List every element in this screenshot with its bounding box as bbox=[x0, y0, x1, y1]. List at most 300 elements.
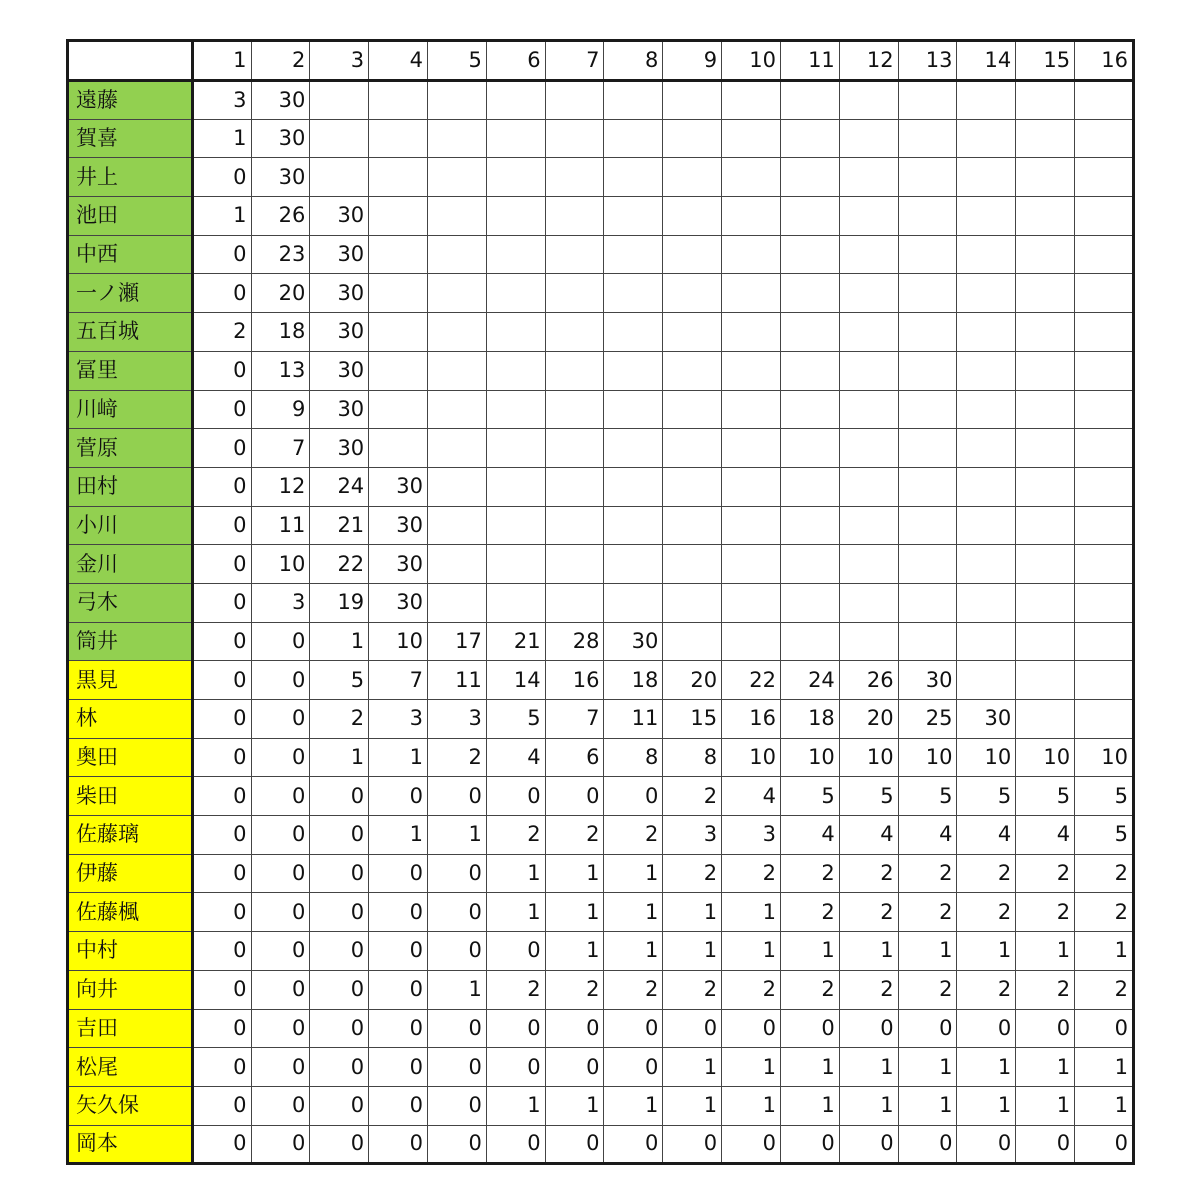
column-header-2: 2 bbox=[251, 41, 310, 81]
value-cell: 0 bbox=[369, 777, 428, 816]
value-cell bbox=[839, 351, 898, 390]
value-cell bbox=[428, 119, 487, 158]
value-cell: 30 bbox=[957, 700, 1016, 739]
value-cell: 30 bbox=[310, 313, 369, 352]
value-cell: 0 bbox=[839, 1125, 898, 1164]
value-cell: 1 bbox=[545, 1086, 604, 1125]
value-cell: 0 bbox=[428, 932, 487, 971]
value-cell: 0 bbox=[545, 1009, 604, 1048]
value-cell: 2 bbox=[839, 970, 898, 1009]
row-name-cell: 柴田 bbox=[68, 777, 193, 816]
value-cell: 0 bbox=[428, 1086, 487, 1125]
value-cell bbox=[369, 429, 428, 468]
value-cell: 0 bbox=[192, 1009, 251, 1048]
value-cell: 1 bbox=[722, 932, 781, 971]
table-row bbox=[68, 506, 1134, 545]
value-cell: 3 bbox=[251, 583, 310, 622]
value-cell: 30 bbox=[369, 545, 428, 584]
value-cell: 0 bbox=[310, 893, 369, 932]
value-cell bbox=[722, 235, 781, 274]
value-cell bbox=[780, 506, 839, 545]
value-cell: 0 bbox=[192, 545, 251, 584]
value-cell bbox=[957, 467, 1016, 506]
value-cell: 1 bbox=[604, 893, 663, 932]
value-cell: 0 bbox=[251, 1009, 310, 1048]
value-cell bbox=[1075, 390, 1134, 429]
value-cell bbox=[1016, 700, 1075, 739]
value-cell bbox=[957, 119, 1016, 158]
value-cell bbox=[663, 390, 722, 429]
table-row bbox=[68, 429, 1134, 468]
value-cell bbox=[780, 197, 839, 236]
value-cell: 1 bbox=[663, 932, 722, 971]
table-row bbox=[68, 854, 1134, 893]
value-cell bbox=[545, 158, 604, 197]
value-cell: 1 bbox=[369, 816, 428, 855]
value-cell: 0 bbox=[251, 1125, 310, 1164]
value-cell: 2 bbox=[486, 816, 545, 855]
table-row bbox=[68, 197, 1134, 236]
value-cell bbox=[839, 158, 898, 197]
value-cell bbox=[486, 351, 545, 390]
value-cell: 5 bbox=[898, 777, 957, 816]
table-row bbox=[68, 274, 1134, 313]
value-cell: 5 bbox=[310, 661, 369, 700]
value-cell: 1 bbox=[780, 932, 839, 971]
value-cell: 0 bbox=[428, 893, 487, 932]
value-cell bbox=[957, 235, 1016, 274]
value-cell: 0 bbox=[192, 932, 251, 971]
column-header-13: 13 bbox=[898, 41, 957, 81]
row-name-cell: 菅原 bbox=[68, 429, 193, 468]
row-name-cell: 筒井 bbox=[68, 622, 193, 661]
value-cell: 2 bbox=[545, 970, 604, 1009]
value-cell: 3 bbox=[663, 816, 722, 855]
value-cell: 2 bbox=[1016, 970, 1075, 1009]
value-cell: 30 bbox=[310, 274, 369, 313]
value-cell: 0 bbox=[251, 700, 310, 739]
value-cell: 1 bbox=[898, 1086, 957, 1125]
value-cell bbox=[780, 390, 839, 429]
value-cell: 2 bbox=[957, 854, 1016, 893]
value-cell: 4 bbox=[780, 816, 839, 855]
value-cell bbox=[604, 197, 663, 236]
row-name-cell: 林 bbox=[68, 700, 193, 739]
value-cell: 0 bbox=[428, 1125, 487, 1164]
row-name-cell: 佐藤楓 bbox=[68, 893, 193, 932]
value-cell bbox=[545, 197, 604, 236]
value-cell: 2 bbox=[1075, 854, 1134, 893]
value-cell bbox=[780, 81, 839, 120]
value-cell: 24 bbox=[780, 661, 839, 700]
value-cell: 2 bbox=[898, 970, 957, 1009]
value-cell: 0 bbox=[604, 1125, 663, 1164]
value-cell bbox=[663, 545, 722, 584]
value-cell bbox=[486, 313, 545, 352]
value-cell: 30 bbox=[310, 197, 369, 236]
value-cell bbox=[663, 351, 722, 390]
row-name-cell: 中村 bbox=[68, 932, 193, 971]
value-cell bbox=[1075, 583, 1134, 622]
table-row bbox=[68, 545, 1134, 584]
value-cell bbox=[722, 119, 781, 158]
value-cell bbox=[839, 506, 898, 545]
column-header-16: 16 bbox=[1075, 41, 1134, 81]
score-table bbox=[66, 39, 1135, 1165]
value-cell bbox=[722, 545, 781, 584]
value-cell bbox=[898, 622, 957, 661]
value-cell: 0 bbox=[369, 854, 428, 893]
value-cell: 1 bbox=[604, 932, 663, 971]
row-name-cell: 川﨑 bbox=[68, 390, 193, 429]
column-header-9: 9 bbox=[663, 41, 722, 81]
value-cell: 0 bbox=[251, 661, 310, 700]
value-cell bbox=[545, 81, 604, 120]
value-cell: 0 bbox=[1075, 1009, 1134, 1048]
value-cell bbox=[310, 119, 369, 158]
value-cell: 10 bbox=[369, 622, 428, 661]
value-cell: 0 bbox=[428, 1009, 487, 1048]
value-cell: 1 bbox=[1016, 1048, 1075, 1087]
column-header-11: 11 bbox=[780, 41, 839, 81]
value-cell bbox=[957, 506, 1016, 545]
value-cell: 0 bbox=[1016, 1009, 1075, 1048]
value-cell: 0 bbox=[192, 467, 251, 506]
value-cell: 0 bbox=[192, 583, 251, 622]
value-cell bbox=[898, 81, 957, 120]
value-cell bbox=[604, 545, 663, 584]
value-cell bbox=[722, 81, 781, 120]
value-cell: 12 bbox=[251, 467, 310, 506]
value-cell: 5 bbox=[1016, 777, 1075, 816]
value-cell bbox=[898, 274, 957, 313]
value-cell: 4 bbox=[722, 777, 781, 816]
value-cell: 0 bbox=[251, 970, 310, 1009]
value-cell bbox=[722, 158, 781, 197]
value-cell bbox=[722, 390, 781, 429]
value-cell bbox=[604, 390, 663, 429]
value-cell: 1 bbox=[545, 893, 604, 932]
value-cell bbox=[1075, 429, 1134, 468]
value-cell: 0 bbox=[604, 1009, 663, 1048]
value-cell bbox=[545, 506, 604, 545]
value-cell: 0 bbox=[545, 1048, 604, 1087]
value-cell bbox=[898, 506, 957, 545]
value-cell: 1 bbox=[428, 970, 487, 1009]
value-cell bbox=[957, 583, 1016, 622]
value-cell bbox=[428, 235, 487, 274]
table-row bbox=[68, 467, 1134, 506]
value-cell bbox=[957, 429, 1016, 468]
value-cell bbox=[1016, 158, 1075, 197]
value-cell: 2 bbox=[839, 854, 898, 893]
value-cell bbox=[1016, 622, 1075, 661]
value-cell bbox=[957, 351, 1016, 390]
value-cell: 1 bbox=[192, 119, 251, 158]
value-cell: 0 bbox=[251, 893, 310, 932]
value-cell: 0 bbox=[486, 1048, 545, 1087]
value-cell bbox=[722, 197, 781, 236]
value-cell bbox=[486, 429, 545, 468]
value-cell: 2 bbox=[780, 970, 839, 1009]
row-name-cell: 中西 bbox=[68, 235, 193, 274]
value-cell bbox=[1016, 197, 1075, 236]
value-cell bbox=[1016, 661, 1075, 700]
value-cell bbox=[1016, 545, 1075, 584]
value-cell bbox=[604, 313, 663, 352]
row-name-cell: 弓木 bbox=[68, 583, 193, 622]
value-cell: 22 bbox=[310, 545, 369, 584]
value-cell bbox=[604, 158, 663, 197]
value-cell bbox=[780, 274, 839, 313]
value-cell: 0 bbox=[192, 235, 251, 274]
value-cell: 20 bbox=[663, 661, 722, 700]
value-cell: 30 bbox=[251, 119, 310, 158]
value-cell bbox=[1075, 700, 1134, 739]
value-cell bbox=[1075, 622, 1134, 661]
value-cell: 20 bbox=[839, 700, 898, 739]
value-cell bbox=[1016, 583, 1075, 622]
value-cell bbox=[663, 197, 722, 236]
value-cell: 1 bbox=[839, 1048, 898, 1087]
value-cell bbox=[310, 81, 369, 120]
value-cell bbox=[898, 197, 957, 236]
value-cell bbox=[898, 158, 957, 197]
value-cell bbox=[369, 158, 428, 197]
value-cell bbox=[486, 274, 545, 313]
value-cell: 0 bbox=[192, 816, 251, 855]
value-cell: 0 bbox=[780, 1125, 839, 1164]
value-cell bbox=[428, 506, 487, 545]
value-cell: 2 bbox=[722, 970, 781, 1009]
value-cell: 13 bbox=[251, 351, 310, 390]
value-cell: 6 bbox=[545, 738, 604, 777]
value-cell bbox=[1075, 235, 1134, 274]
value-cell: 0 bbox=[486, 932, 545, 971]
column-header-5: 5 bbox=[428, 41, 487, 81]
value-cell bbox=[604, 235, 663, 274]
value-cell: 0 bbox=[192, 1048, 251, 1087]
value-cell: 0 bbox=[369, 1086, 428, 1125]
value-cell: 1 bbox=[957, 1048, 1016, 1087]
value-cell: 4 bbox=[898, 816, 957, 855]
value-cell bbox=[1075, 545, 1134, 584]
value-cell: 2 bbox=[957, 970, 1016, 1009]
table-row bbox=[68, 81, 1134, 120]
value-cell: 2 bbox=[663, 970, 722, 1009]
value-cell: 30 bbox=[898, 661, 957, 700]
value-cell: 3 bbox=[192, 81, 251, 120]
value-cell bbox=[780, 545, 839, 584]
value-cell: 30 bbox=[310, 390, 369, 429]
value-cell: 1 bbox=[1075, 932, 1134, 971]
value-cell: 7 bbox=[369, 661, 428, 700]
value-cell: 2 bbox=[192, 313, 251, 352]
value-cell: 0 bbox=[545, 777, 604, 816]
value-cell bbox=[545, 467, 604, 506]
row-name-cell: 一ノ瀬 bbox=[68, 274, 193, 313]
value-cell bbox=[663, 274, 722, 313]
value-cell: 30 bbox=[604, 622, 663, 661]
value-cell: 16 bbox=[545, 661, 604, 700]
value-cell: 0 bbox=[251, 738, 310, 777]
value-cell: 0 bbox=[192, 738, 251, 777]
value-cell: 16 bbox=[722, 700, 781, 739]
value-cell bbox=[722, 274, 781, 313]
value-cell bbox=[428, 351, 487, 390]
value-cell bbox=[957, 197, 1016, 236]
value-cell: 1 bbox=[780, 1048, 839, 1087]
value-cell bbox=[839, 429, 898, 468]
value-cell bbox=[839, 390, 898, 429]
value-cell: 0 bbox=[251, 854, 310, 893]
value-cell: 1 bbox=[369, 738, 428, 777]
value-cell: 8 bbox=[663, 738, 722, 777]
value-cell bbox=[369, 119, 428, 158]
value-cell bbox=[780, 158, 839, 197]
row-name-cell: 向井 bbox=[68, 970, 193, 1009]
value-cell: 0 bbox=[310, 1125, 369, 1164]
value-cell: 0 bbox=[486, 1009, 545, 1048]
value-cell bbox=[839, 197, 898, 236]
value-cell: 2 bbox=[1016, 893, 1075, 932]
value-cell: 0 bbox=[663, 1009, 722, 1048]
value-cell bbox=[486, 545, 545, 584]
value-cell bbox=[663, 429, 722, 468]
value-cell: 0 bbox=[486, 1125, 545, 1164]
value-cell bbox=[839, 119, 898, 158]
value-cell: 1 bbox=[663, 893, 722, 932]
value-cell: 0 bbox=[369, 1009, 428, 1048]
value-cell: 10 bbox=[839, 738, 898, 777]
column-header-3: 3 bbox=[310, 41, 369, 81]
value-cell bbox=[722, 351, 781, 390]
value-cell bbox=[898, 351, 957, 390]
value-cell bbox=[545, 583, 604, 622]
value-cell bbox=[722, 622, 781, 661]
value-cell: 2 bbox=[486, 970, 545, 1009]
row-name-cell: 伊藤 bbox=[68, 854, 193, 893]
row-name-cell: 金川 bbox=[68, 545, 193, 584]
value-cell bbox=[428, 429, 487, 468]
value-cell bbox=[428, 158, 487, 197]
value-cell bbox=[780, 351, 839, 390]
value-cell bbox=[1075, 119, 1134, 158]
value-cell: 0 bbox=[428, 1048, 487, 1087]
value-cell bbox=[604, 583, 663, 622]
value-cell bbox=[663, 158, 722, 197]
value-cell: 1 bbox=[957, 1086, 1016, 1125]
value-cell bbox=[428, 81, 487, 120]
row-name-cell: 吉田 bbox=[68, 1009, 193, 1048]
value-cell: 5 bbox=[1075, 777, 1134, 816]
value-cell: 1 bbox=[486, 893, 545, 932]
column-header-14: 14 bbox=[957, 41, 1016, 81]
value-cell bbox=[780, 583, 839, 622]
value-cell: 0 bbox=[251, 1086, 310, 1125]
table-row bbox=[68, 158, 1134, 197]
value-cell bbox=[604, 351, 663, 390]
value-cell: 0 bbox=[310, 777, 369, 816]
table-row bbox=[68, 777, 1134, 816]
value-cell: 2 bbox=[898, 893, 957, 932]
value-cell bbox=[1016, 119, 1075, 158]
value-cell: 14 bbox=[486, 661, 545, 700]
value-cell: 4 bbox=[839, 816, 898, 855]
value-cell: 5 bbox=[957, 777, 1016, 816]
value-cell bbox=[898, 583, 957, 622]
value-cell: 2 bbox=[545, 816, 604, 855]
value-cell: 0 bbox=[428, 777, 487, 816]
value-cell: 17 bbox=[428, 622, 487, 661]
value-cell bbox=[957, 158, 1016, 197]
value-cell bbox=[545, 235, 604, 274]
value-cell: 1 bbox=[898, 932, 957, 971]
value-cell bbox=[604, 81, 663, 120]
value-cell bbox=[663, 583, 722, 622]
value-cell bbox=[957, 274, 1016, 313]
value-cell: 1 bbox=[486, 854, 545, 893]
value-cell: 5 bbox=[780, 777, 839, 816]
value-cell bbox=[486, 506, 545, 545]
value-cell bbox=[1016, 274, 1075, 313]
value-cell: 1 bbox=[663, 1048, 722, 1087]
value-cell bbox=[1016, 313, 1075, 352]
value-cell: 0 bbox=[780, 1009, 839, 1048]
value-cell: 0 bbox=[1016, 1125, 1075, 1164]
value-cell: 2 bbox=[780, 893, 839, 932]
value-cell bbox=[428, 467, 487, 506]
value-cell: 0 bbox=[369, 893, 428, 932]
row-name-cell: 冨里 bbox=[68, 351, 193, 390]
table-row bbox=[68, 700, 1134, 739]
value-cell bbox=[545, 274, 604, 313]
value-cell bbox=[545, 351, 604, 390]
value-cell: 4 bbox=[486, 738, 545, 777]
value-cell: 2 bbox=[722, 854, 781, 893]
value-cell: 0 bbox=[192, 158, 251, 197]
value-cell: 1 bbox=[428, 816, 487, 855]
value-cell: 10 bbox=[1075, 738, 1134, 777]
table-row bbox=[68, 1086, 1134, 1125]
table-row bbox=[68, 622, 1134, 661]
value-cell: 15 bbox=[663, 700, 722, 739]
value-cell: 1 bbox=[1016, 1086, 1075, 1125]
value-cell bbox=[369, 197, 428, 236]
value-cell: 0 bbox=[957, 1009, 1016, 1048]
table-row bbox=[68, 1009, 1134, 1048]
value-cell: 1 bbox=[722, 1048, 781, 1087]
value-cell bbox=[780, 235, 839, 274]
value-cell: 2 bbox=[839, 893, 898, 932]
row-name-cell: 佐藤璃 bbox=[68, 816, 193, 855]
value-cell bbox=[780, 622, 839, 661]
value-cell: 10 bbox=[898, 738, 957, 777]
value-cell: 0 bbox=[957, 1125, 1016, 1164]
value-cell: 2 bbox=[1075, 970, 1134, 1009]
value-cell bbox=[604, 274, 663, 313]
value-cell: 0 bbox=[369, 1048, 428, 1087]
value-cell bbox=[1016, 429, 1075, 468]
value-cell bbox=[839, 622, 898, 661]
value-cell bbox=[839, 583, 898, 622]
value-cell: 1 bbox=[839, 932, 898, 971]
column-header-10: 10 bbox=[722, 41, 781, 81]
value-cell: 10 bbox=[722, 738, 781, 777]
value-cell bbox=[545, 313, 604, 352]
row-name-cell: 黒見 bbox=[68, 661, 193, 700]
value-cell: 0 bbox=[192, 622, 251, 661]
